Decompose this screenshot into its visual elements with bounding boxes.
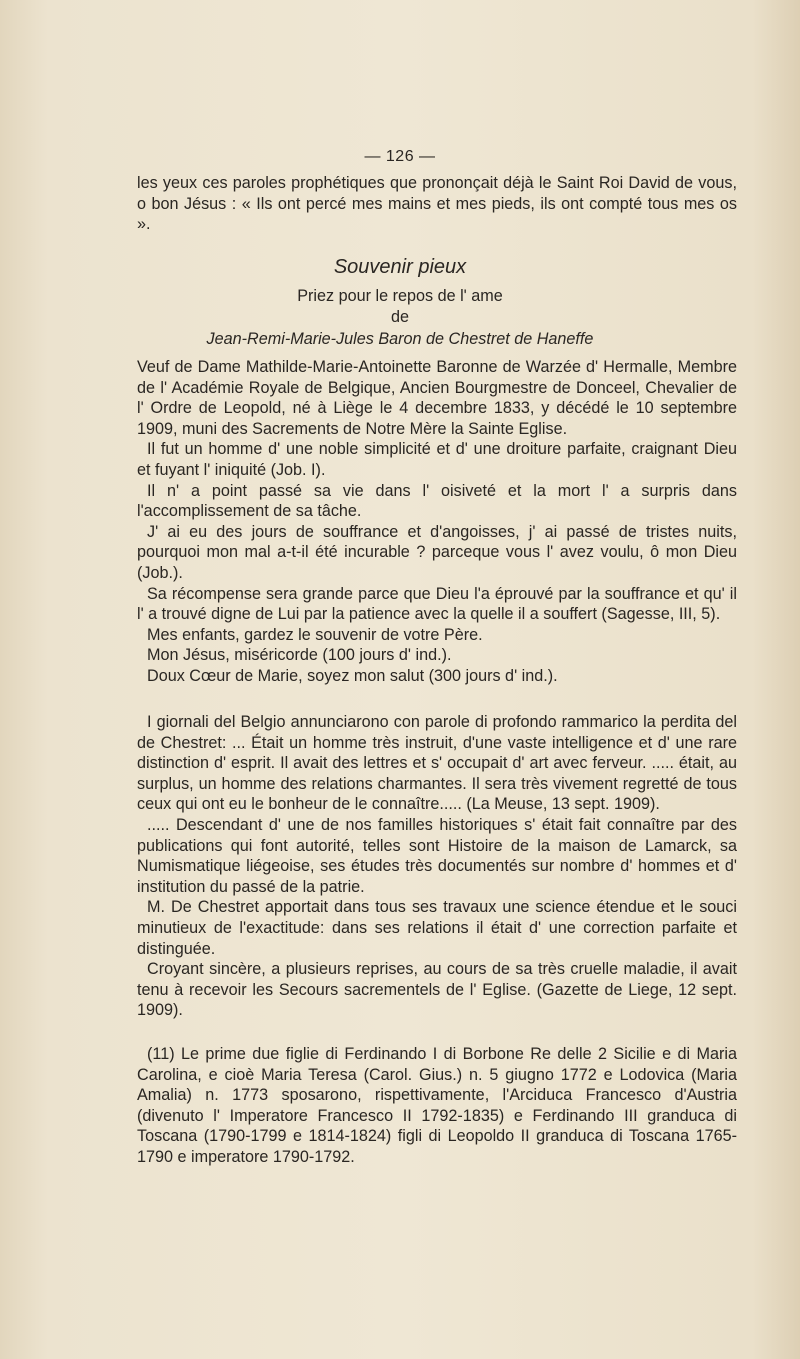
press-section bbox=[137, 712, 737, 1021]
intro-text: les yeux ces paroles prophétiques que prononçait déjà le Saint Roi David de vous, o bon Jésus : « Ils ont percé mes mains et mes pieds, ils ont compté tous mes os ». bbox=[137, 174, 737, 234]
bio-paragraph: Mon Jésus, miséricorde (100 jours d' ind.). bbox=[147, 646, 452, 665]
press-paragraph: Croyant sincère, a plusieurs reprises, au cours de sa très cruelle maladie, il avait tenu à recevoir les Secours sacrementels de l' Eglise. (Gazette de Liege, 12 sept. 1909). bbox=[137, 960, 737, 1020]
prayer-line: Priez pour le repos de l' ame bbox=[297, 287, 503, 305]
bio-paragraph: Sa récompense sera grande parce que Dieu l'a éprouvé par la souffrance et qu' il l' a trouvé digne de Lui par la patience avec la quelle il a souffert (Sagesse, III, 5). bbox=[137, 584, 737, 624]
press-paragraph: ..... Descendant d' une de nos familles historiques s' était fait connaître par des publications qui font autorité, telles sont Histoire de la maison de Lamarck, sa Numismatique liégeoise, ses études très documentés sur nombre d' hommes et d' institution du passé de la patrie. bbox=[137, 815, 737, 896]
bio-paragraph: Il n' a point passé sa vie dans l' oisiveté et la mort l' a surpris dans l'accomplissement de sa tâche. bbox=[137, 481, 737, 521]
biography-section bbox=[137, 357, 737, 687]
section-heading: Souvenir pieux bbox=[333, 256, 467, 278]
bio-paragraph: Veuf de Dame Mathilde-Marie-Antoinette Baronne de Warzée d' Hermalle, Membre de l' Académie Royale de Belgique, Ancien Bourgmestre de Donceel, Chevalier de l' Ordre de Leopold, né à Liège le 4 decembre 1833, y décédé le 10 septembre 1909, muni des Sacrements de Notre Mère la Sainte Eglise. bbox=[137, 358, 737, 438]
prayer-request bbox=[0, 286, 800, 328]
footnote-section bbox=[137, 1044, 737, 1168]
intro-paragraph bbox=[137, 173, 737, 235]
deceased-name: Jean-Remi-Marie-Jules Baron de Chestret de Haneffe bbox=[206, 330, 594, 348]
prayer-line: de bbox=[390, 308, 409, 326]
bio-paragraph: Doux Cœur de Marie, soyez mon salut (300 jours d' ind.). bbox=[147, 666, 558, 685]
press-paragraph: I giornali del Belgio annunciarono con parole di profondo rammarico la perdita del de Chestret: ... Était un homme très instruit, d'une vaste intelligence et d' une rare distinction d' esprit. Il avait des lettres et s' occupait d' art avec ferveur. ..... était, au surplus, un homme des relations charmantes. Il sera très vivement regretté de tous ceux qui ont eu le bonheur de le connaître..... (La Meuse, 13 sept. 1909). bbox=[137, 713, 737, 814]
footnote-text: (11) Le prime due figlie di Ferdinando I di Borbone Re delle 2 Sicilie e di Maria Carolina, e cioè Maria Teresa (Carol. Gius.) n. 5 giugno 1772 e Lodovica (Maria Amalia) n. 1773 sposarono, rispettivamente, l'Arciduca Francesco d'Austria (divenuto l' Imperatore Francesco II 1792-1835) e Ferdinando III granduca di Toscana (1790-1799 e 1814-1824) figli di Leopoldo II granduca di Toscana 1765-1790 e imperatore 1790-1792. bbox=[137, 1045, 737, 1166]
press-paragraph: M. De Chestret apportait dans tous ses travaux une science étendue et le souci minutieux de l'exactitude: dans ses relations il était d' une correction parfaite et distinguée. bbox=[137, 898, 737, 958]
bio-paragraph: J' ai eu des jours de souffrance et d'angoisses, j' ai passé de tristes nuits, pourquoi mon mal a-t-il été incurable ? parceque vous l' avez voulu, ô mon Dieu (Job.). bbox=[137, 522, 737, 582]
bio-paragraph: Il fut un homme d' une noble simplicité et d' une droiture parfaite, craignant Dieu et fuyant l' iniquité (Job. I). bbox=[137, 440, 737, 479]
page-number: — 126 — bbox=[364, 148, 436, 165]
bio-paragraph: Mes enfants, gardez le souvenir de votre Père. bbox=[147, 625, 483, 644]
